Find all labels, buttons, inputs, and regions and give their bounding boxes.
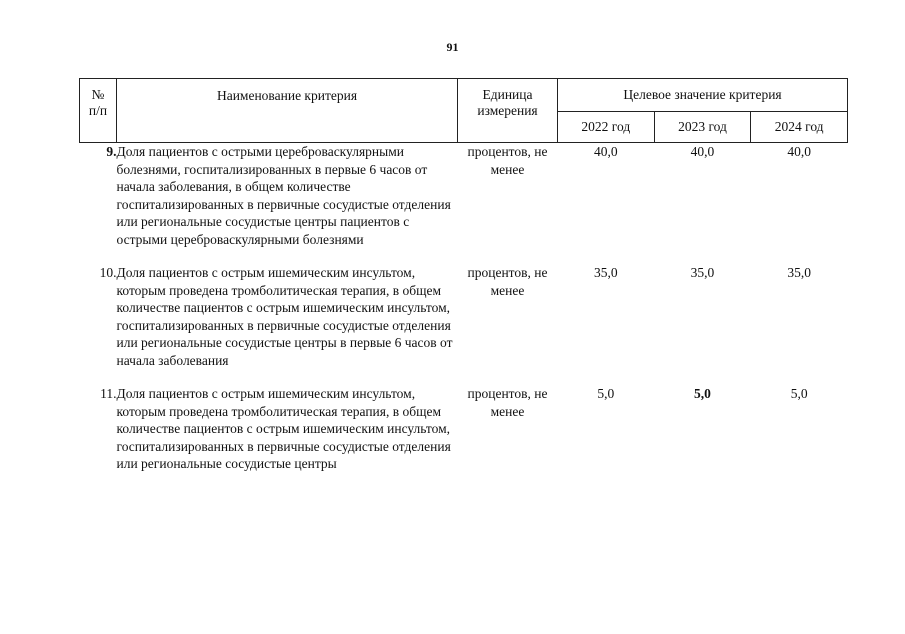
header-year-2023: 2023 год xyxy=(654,112,751,143)
header-unit-line2: измерения xyxy=(477,103,538,118)
header-year-2022: 2022 год xyxy=(558,112,655,143)
header-year-2024: 2024 год xyxy=(751,112,848,143)
row-value-2024: 35,0 xyxy=(787,265,811,280)
row-number: 9. xyxy=(106,144,117,159)
header-target-value: Целевое значение критерия xyxy=(558,79,848,112)
row-unit: процентов, не менее xyxy=(467,144,548,177)
row-value-2024: 40,0 xyxy=(787,144,811,159)
page-number: 91 xyxy=(446,40,459,54)
row-value-2024: 5,0 xyxy=(790,386,808,401)
header-number-line1: № xyxy=(91,87,105,102)
table-row xyxy=(80,385,848,489)
row-value-2022: 40,0 xyxy=(594,144,618,159)
row-value-2023: 35,0 xyxy=(690,265,715,280)
criteria-table xyxy=(79,78,848,489)
table-row xyxy=(80,264,848,385)
row-value-2022: 35,0 xyxy=(594,265,618,280)
table-header xyxy=(80,79,848,143)
header-number xyxy=(80,79,117,143)
header-unit-line1: Единица xyxy=(482,87,533,102)
table-row xyxy=(80,143,848,265)
header-criterion-name: Наименование критерия xyxy=(117,79,458,143)
row-number: 11. xyxy=(100,386,117,401)
row-value-2023: 40,0 xyxy=(690,144,715,159)
header-unit xyxy=(458,79,558,143)
row-criterion-name: Доля пациентов с острым ишемическим инсультом, которым проведена тромболитическая терапия, в общем количестве пациентов с острым ишемическим инсультом, госпитализированных в первичные сосудистые отделения или региональные сосудистые центры в первые 6 часов от начала заболевания xyxy=(116,265,453,368)
row-unit: процентов, не менее xyxy=(467,265,548,298)
row-criterion-name: Доля пациентов с острыми цереброваскулярными болезнями, госпитализированных в первые 6 часов от начала заболевания, в общем количестве госпитализированных в первичные сосудистые отделения или региональные сосудистые центры пациентов с острыми цереброваскулярными болезнями xyxy=(116,144,451,247)
row-number: 10. xyxy=(99,265,117,280)
row-value-2023: 5,0 xyxy=(694,386,711,401)
row-unit: процентов, не менее xyxy=(467,386,548,419)
row-criterion-name: Доля пациентов с острым ишемическим инсультом, которым проведена тромболитическая терапия, в общем количестве пациентов с острым ишемическим инсультом, госпитализированных в первичные сосудистые отделения или региональные сосудистые центры xyxy=(116,386,451,471)
table-body xyxy=(80,143,848,489)
header-number-line2: п/п xyxy=(88,103,108,118)
row-value-2022: 5,0 xyxy=(597,386,615,401)
